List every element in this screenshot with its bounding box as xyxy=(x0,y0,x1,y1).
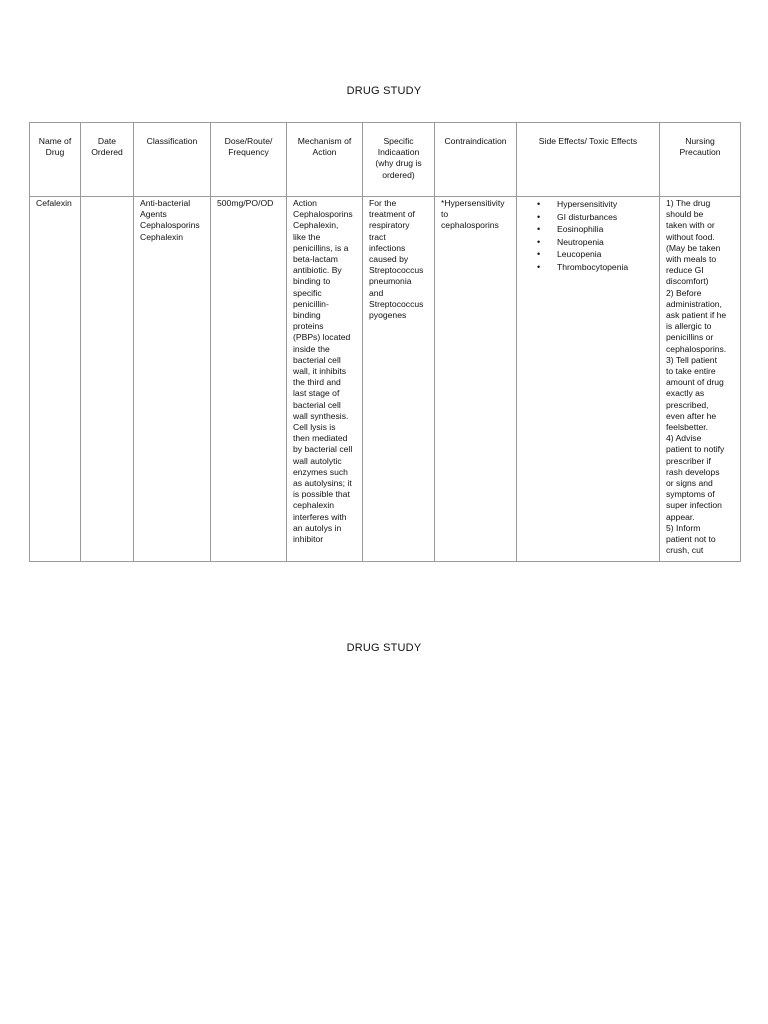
header-specific-indication: Specific Indicaation (why drug is ordered) xyxy=(363,123,435,197)
list-item: • GI disturbances xyxy=(523,211,653,224)
table-row xyxy=(30,197,741,562)
header-classification: Classification xyxy=(134,123,211,197)
header-dose-route-frequency: Dose/Route/ Frequency xyxy=(211,123,287,197)
cell-mechanism: Action Cephalosporins Cephalexin, like the penicillins, is a beta-lactam antibiotic. By binding to specific penicillin- binding proteins (PBPs) located inside the bacterial cell wall, it inhibits the third and last stage of bacterial cell wall synthesis. Cell lysis is then mediated by bacterial cell wall autolytic enzymes such as autolysins; it is possible that cephalexin interferes with an autolys in inhibitor xyxy=(287,197,363,562)
header-nursing-precaution: Nursing Precaution xyxy=(660,123,741,197)
header-mechanism-of-action: Mechanism of Action xyxy=(287,123,363,197)
list-item: • Hypersensitivity xyxy=(523,198,653,211)
side-effects-list xyxy=(523,198,653,274)
list-item: • Neutropenia xyxy=(523,236,653,249)
cell-drug-name: Cefalexin xyxy=(30,197,81,562)
header-date-ordered: Date Ordered xyxy=(81,123,134,197)
cell-contraindication: *Hypersensitivity to cephalosporins xyxy=(435,197,517,562)
cell-indication: For the treatment of respiratory tract infections caused by Streptococcus pneumonia and Streptococcus pyogenes xyxy=(363,197,435,562)
cell-nursing-precaution: 1) The drug should be taken with or without food. (May be taken with meals to reduce GI discomfort) 2) Before administration, ask patient if he is allergic to penicillins or cephalosporins. 3) Tell patient to take entire amount of drug exactly as prescribed, even after he feelsbetter. 4) Advise patient to notify prescriber if rash develops or signs and symptoms of super infection appear. 5) Inform patient not to crush, cut xyxy=(660,197,741,562)
list-item: • Thrombocytopenia xyxy=(523,261,653,274)
cell-classification: Anti-bacterial Agents Cephalosporins Cephalexin xyxy=(134,197,211,562)
page-title: DRUG STUDY xyxy=(346,85,422,97)
cell-date-ordered xyxy=(81,197,134,562)
table-header-row xyxy=(30,123,741,197)
header-name-of-drug: Name of Drug xyxy=(30,123,81,197)
header-contraindication: Contraindication xyxy=(435,123,517,197)
list-item: • Eosinophilia xyxy=(523,223,653,236)
drug-study-table xyxy=(29,122,741,562)
header-side-effects: Side Effects/ Toxic Effects xyxy=(517,123,660,197)
cell-dose: 500mg/PO/OD xyxy=(211,197,287,562)
list-item: • Leucopenia xyxy=(523,248,653,261)
cell-side-effects xyxy=(517,197,660,562)
page-title-2: DRUG STUDY xyxy=(346,642,422,654)
